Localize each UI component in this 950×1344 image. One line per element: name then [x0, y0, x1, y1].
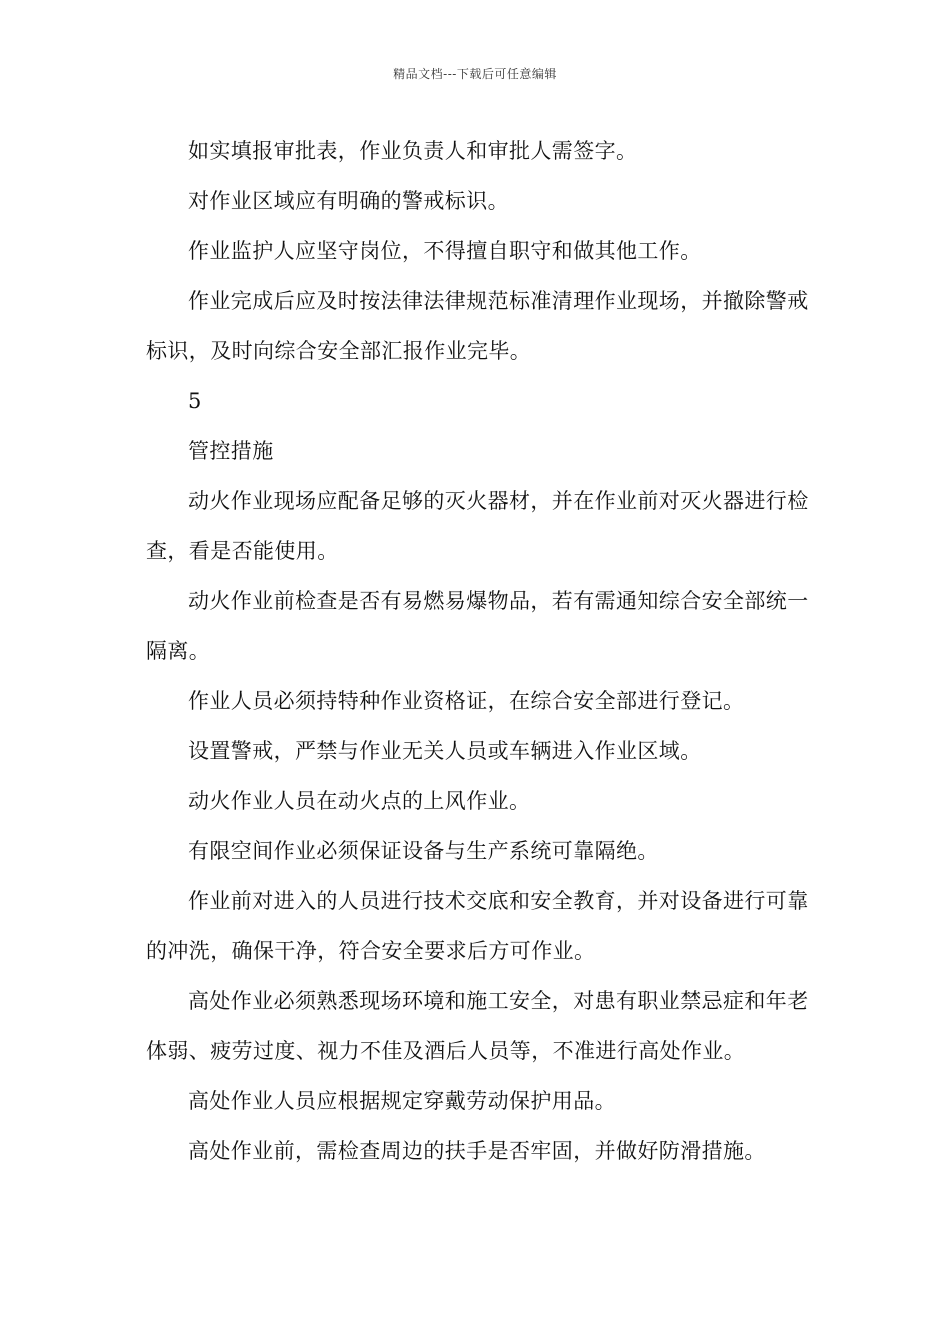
paragraph: 作业监护人应坚守岗位，不得擅自职守和做其他工作。 [188, 239, 702, 263]
section-heading: 管控措施 [188, 439, 274, 463]
page-header: 精品文档---下载后可任意编辑 [393, 67, 557, 81]
paragraph: 有限空间作业必须保证设备与生产系统可靠隔绝。 [188, 839, 659, 863]
paragraph: 作业完成后应及时按法律法律规范标准清理作业现场，并撤除警戒标识，及时向综合安全部汇报作业完毕。 [146, 289, 809, 363]
paragraph: 如实填报审批表，作业负责人和审批人需签字。 [188, 139, 638, 163]
paragraph: 作业人员必须持特种作业资格证，在综合安全部进行登记。 [188, 689, 745, 713]
paragraph: 设置警戒，严禁与作业无关人员或车辆进入作业区域。 [188, 739, 702, 763]
paragraph: 动火作业前检查是否有易燃易爆物品，若有需通知综合安全部统一隔离。 [146, 589, 809, 663]
paragraph: 对作业区域应有明确的警戒标识。 [188, 189, 509, 213]
paragraph: 高处作业前，需检查周边的扶手是否牢固，并做好防滑措施。 [188, 1139, 766, 1163]
paragraph: 动火作业现场应配备足够的灭火器材，并在作业前对灭火器进行检查，看是否能使用。 [146, 489, 809, 563]
section-number: 5 [188, 389, 202, 413]
paragraph: 高处作业人员应根据规定穿戴劳动保护用品。 [188, 1089, 616, 1113]
paragraph: 动火作业人员在动火点的上风作业。 [188, 789, 531, 813]
paragraph: 作业前对进入的人员进行技术交底和安全教育，并对设备进行可靠的冲洗，确保干净，符合安全要求后方可作业。 [146, 889, 809, 963]
document-body [146, 126, 810, 1176]
paragraph: 高处作业必须熟悉现场环境和施工安全，对患有职业禁忌症和年老体弱、疲劳过度、视力不佳及酒后人员等，不准进行高处作业。 [146, 989, 809, 1063]
